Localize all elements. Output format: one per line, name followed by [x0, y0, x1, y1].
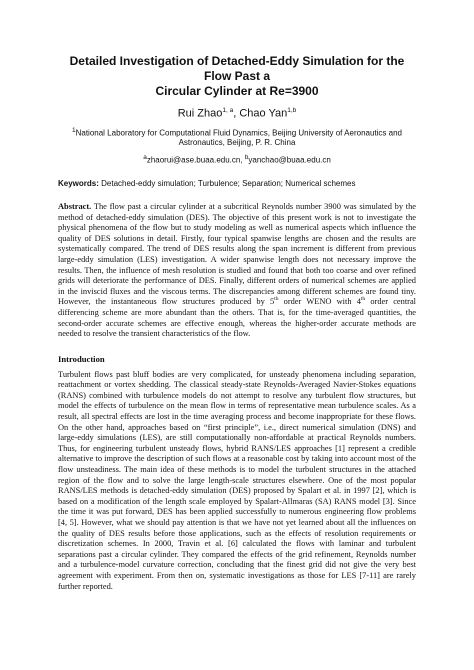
abstract: [58, 202, 416, 340]
paper-title: [58, 54, 416, 99]
affiliation-superscript: 1: [71, 126, 76, 134]
author-name: Rui Zhao: [177, 107, 223, 120]
keywords-text: Detached-eddy simulation; Turbulence; Separation; Numerical schemes: [98, 178, 356, 188]
author-list: [58, 107, 416, 120]
author-superscript: 1,b: [287, 107, 297, 114]
affiliation-line-2: Astronautics, Beijing, P. R. China: [178, 138, 296, 148]
title-line-2: Circular Cylinder at Re=3900: [155, 84, 319, 98]
email-superscript: a: [143, 154, 147, 162]
email-list: [58, 154, 416, 165]
email-address: zhaorui@ase.buaa.edu.cn,: [146, 155, 245, 165]
author-superscript: 1, a: [222, 107, 234, 114]
keywords-label: Keywords:: [58, 178, 99, 188]
affiliation: [58, 126, 416, 149]
affiliation-line-1: National Laboratory for Computational Fluid Dynamics, Beijing University of Aeronautics and: [75, 128, 402, 138]
introduction-paragraph: Turbulent flows past bluff bodies are very complicated, for unsteady phenomena including separation, reattachment or vortex shedding. The classical steady-state Reynolds-Averaged Navier-Stokes equations (RANS) combined with turbulence models do not attempt to resolve any turbulent flow structures, but model the effects of turbulence on the mean flow in terms of representative mean turbulence scales. As a result, all spectral effects are lost in the time averaging process and become inappropriate for these flows. On the other hand, approaches based on “first principle”, i.e., direct numerical simulation (DNS) and large-eddy simulations (LES), are still computationally non-affordable at practical Reynolds numbers. Thus, for engineering turbulent unsteady flows, hybrid RANS/LES approaches [1] represent a credible alternative to improve the description of such flows at a reasonable cost by taking into account most of the flow unsteadiness. The main idea of these methods is to model the turbulent structures in the attached region of the flow and to solve the large length-scale structures elsewhere. One of the most popular RANS/LES methods is detached-eddy simulation (DES) proposed by Spalart et al. in 1997 [2], which is based on a modification of the length scale employed by Spalart-Allmaras (SA) RANS model [3]. Since the time it was put forward, DES has been applied successfully to numerous engineering flow problems [4, 5]. However, what we should pay attention is that we have not yet learned about all the influences on the quality of DES results before those applications, such as the effects of resolution requirements or discretization schemes. In 2000, Travin et al. [6] calculated the flows with laminar and turbulent separations past a circular cylinder. They compared the effects of the grid refinement, Reynolds number and a turbulence-model curvature correction, concluding that the finest grid did not give the very best agreement with experiment. From then on, systematic investigations as those for LES [7-11] are rarely further reported.: [58, 369, 416, 591]
abstract-text: order WENO with 4: [278, 297, 361, 307]
abstract-text: order central differencing scheme are more abundant than the others. That is, for the time-averaged quantities, the second-order accurate schemes are effective enough, whereas the higher-order accurate methods are needed to resolve the transient characteristics of the flow.: [58, 297, 416, 339]
author-name: Chao Yan: [239, 107, 288, 120]
email-address: yanchao@buaa.edu.cn: [248, 155, 331, 165]
abstract-superscript: th: [360, 296, 366, 303]
author-separator: ,: [233, 107, 240, 120]
keywords: [58, 179, 416, 188]
title-line-1: Detailed Investigation of Detached-Eddy Simulation for the Flow Past a: [69, 54, 405, 83]
email-superscript: b: [244, 154, 249, 162]
section-heading-introduction: Introduction: [58, 353, 105, 364]
abstract-superscript: th: [274, 296, 279, 303]
abstract-label: Abstract.: [58, 201, 92, 211]
abstract-text: The flow past a circular cylinder at a subcritical Reynolds number 3900 was simulated by the method of detached-eddy simulation (DES). The objective of this present work is not to investigate the physical phenomena of the flow but to study modeling as well as numerical aspects which influence the quality of DES solutions in detail. Firstly, four typical spanwise lengths are chosen and the results are systematically compared. The trend of DES results along the span increment is different from previous large-eddy simulation (LES) investigation. A wider spanwise length does not necessary improve the results. Then, the influence of mesh resolution is studied and found that both too coarse and over refined grids will deteriorate the performance of DES. Finally, different orders of numerical schemes are applied in the inviscid fluxes and the viscous terms. The discrepancies among different schemes are found tiny. However, the instantaneous flow structures produced by 5: [58, 201, 416, 307]
